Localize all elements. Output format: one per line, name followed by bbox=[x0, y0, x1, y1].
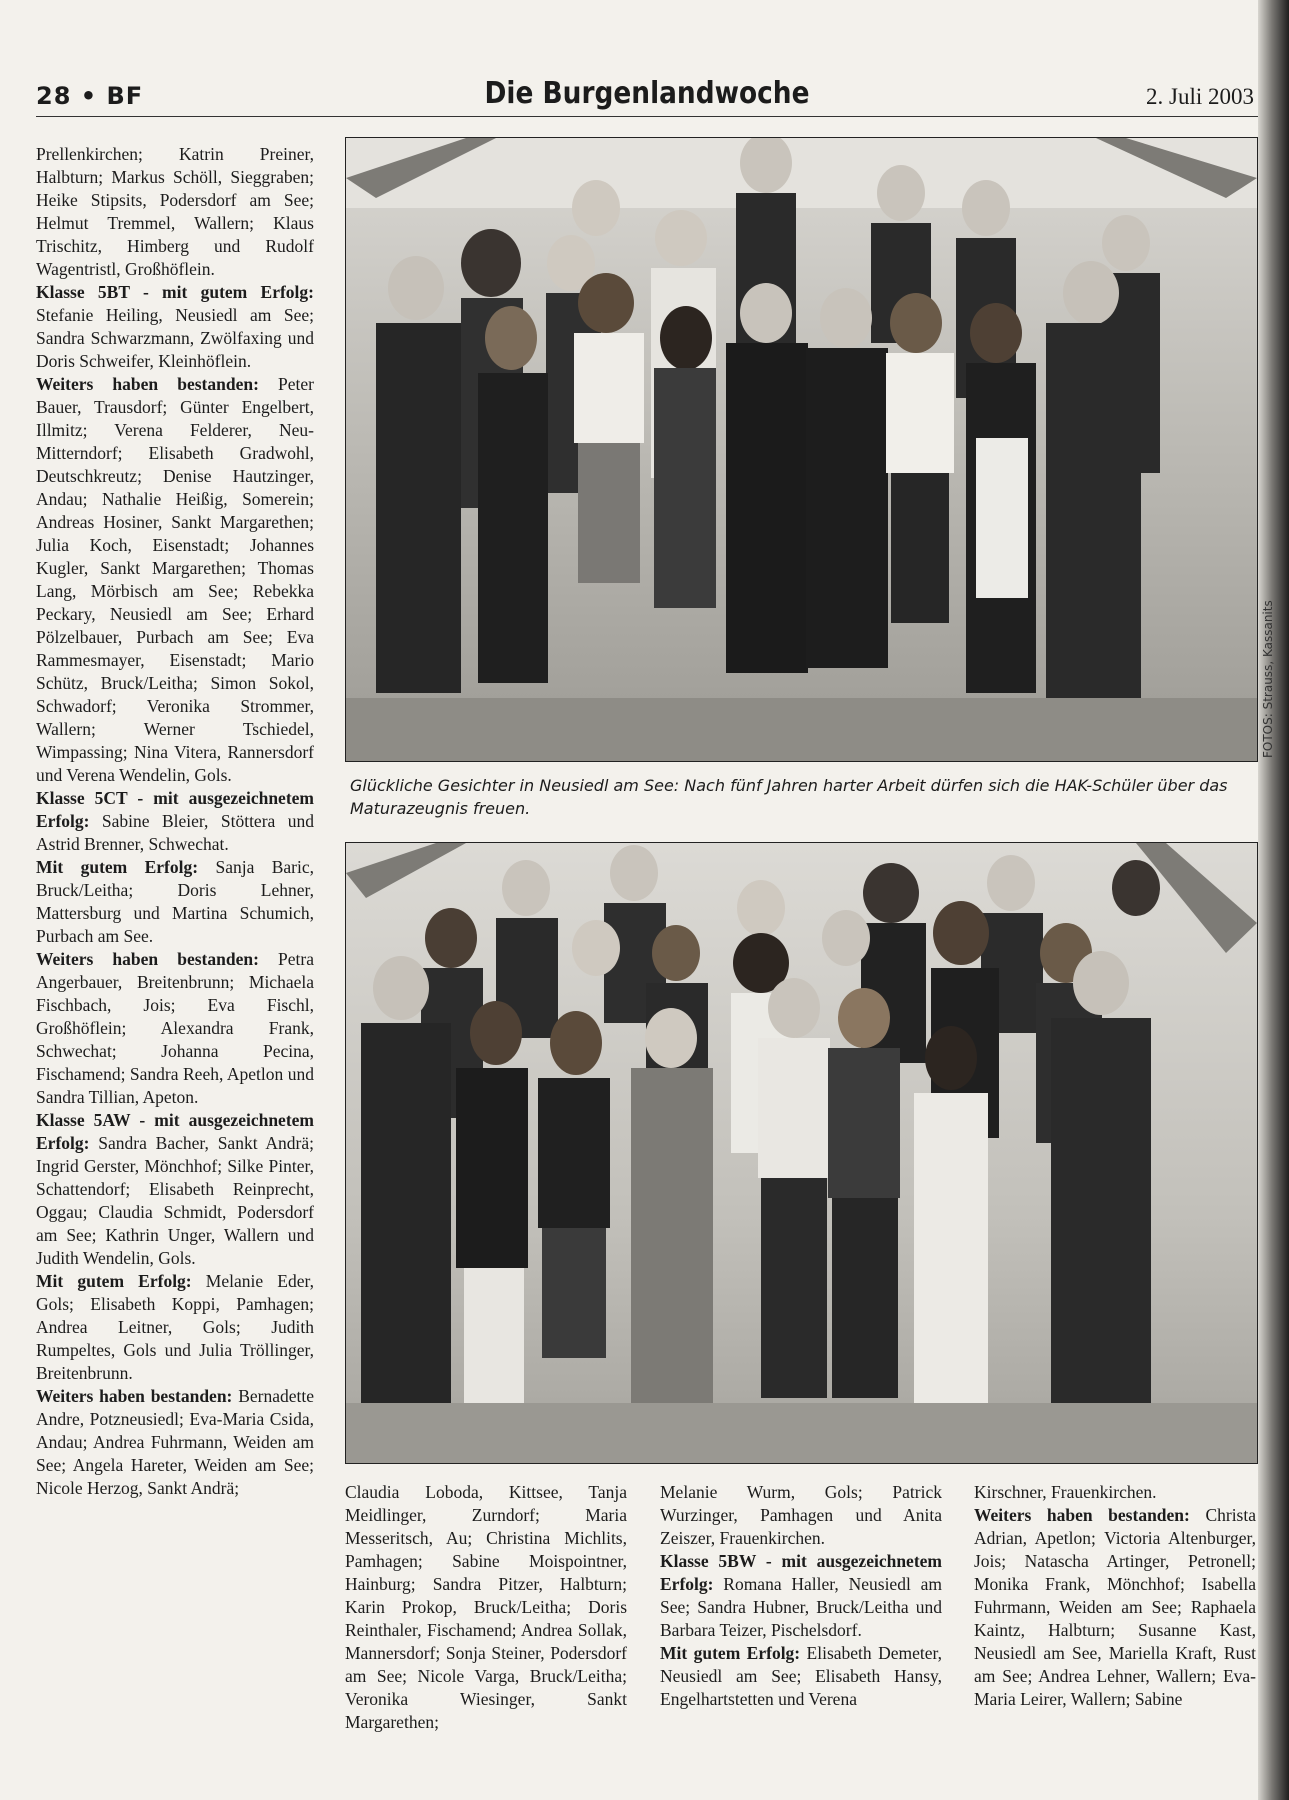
name-list: Melanie Eder, Gols; Elisabeth Koppi, Pamhagen; Andrea Leitner, Gols; Judith Rumpeltes, Gols und Julia Tröllinger, Breitenbrunn. bbox=[36, 1271, 314, 1383]
name-list: Stefanie Heiling, Neusiedl am See; Sandra Schwarzmann, Zwölfaxing und Doris Schweifer, Kleinhöflein. bbox=[36, 305, 314, 371]
class-heading: Klasse 5BT - mit gutem Erfolg: bbox=[36, 282, 314, 302]
group-photo-1 bbox=[345, 137, 1258, 762]
article-column-2 bbox=[345, 1481, 627, 1734]
name-list: Claudia Loboda, Kittsee, Tanja Meidlinger, Zurndorf; Maria Messeritsch, Au; Christina Michlits, Pamhagen; Sabine Moispointner, Hainburg; Sandra Pitzer, Halbturn; Karin Prokop, Bruck/Leitha; Doris Reinthaler, Fischamend; Andrea Sollak, Mannersdorf; Sonja Steiner, Podersdorf am See; Nicole Varga, Bruck/Leitha; Veronika Wiesinger, Sankt Margarethen; bbox=[345, 1482, 627, 1732]
name-list: Kirschner, Frauenkirchen. bbox=[974, 1482, 1157, 1502]
class-heading: Weiters haben bestanden: bbox=[36, 949, 259, 969]
article-paragraph bbox=[345, 1481, 627, 1734]
article-paragraph bbox=[36, 281, 314, 373]
name-list: Christa Adrian, Apetlon; Victoria Altenburger, Jois; Natascha Artinger, Petronell; Monika Frank, Mönchhof; Isabella Fuhrmann, Weiden am See; Raphaela Kaintz, Halbturn; Susanne Kast, Neusiedl am See, Mariella Kraft, Rust am See; Andrea Lehner, Wallern; Eva-Maria Leirer, Wallern; Sabine bbox=[974, 1505, 1256, 1709]
article-column-1 bbox=[36, 143, 314, 1500]
name-list: Sabine Bleier, Stöttera und Astrid Brenner, Schwechat. bbox=[36, 811, 314, 854]
article-paragraph bbox=[36, 1270, 314, 1385]
article-paragraph bbox=[974, 1504, 1256, 1711]
name-list: Romana Haller, Neusiedl am See; Sandra Hubner, Bruck/Leitha und Barbara Teizer, Pischelsdorf. bbox=[660, 1574, 942, 1640]
class-heading: Weiters haben bestanden: bbox=[36, 1386, 233, 1406]
name-list: Peter Bauer, Trausdorf; Günter Engelbert, Illmitz; Verena Felderer, Neu-Mitterndorf; Elisabeth Gradwohl, Deutschkreutz; Denise Hautzinger, Andau; Nathalie Heißig, Somerein; Andreas Hosiner, Sankt Margarethen; Julia Koch, Eisenstadt; Johannes Kugler, Sankt Margarethen; Thomas Lang, Mörbisch am See; Rebekka Peckary, Neusiedl am See; Erhard Pölzelbauer, Purbach am See; Eva Rammesmayer, Eisenstadt; Mario Schütz, Bruck/Leitha; Simon Sokol, Schwadorf; Veronika Strommer, Wallern; Werner Tschiedel, Wimpassing; Nina Vitera, Rannersdorf und Verena Wendelin, Gols. bbox=[36, 374, 314, 785]
photo-caption: Glückliche Gesichter in Neusiedl am See: Nach fünf Jahren harter Arbeit dürfen sich die HAK-Schüler über das Maturazeugnis freuen. bbox=[350, 776, 1228, 818]
page-number: 28 • BF bbox=[36, 82, 144, 110]
page-edge-shadow bbox=[1258, 0, 1289, 1800]
name-list: Bernadette Andre, Potzneusiedl; Eva-Maria Csida, Andau; Andrea Fuhrmann, Weiden am See; Angela Hareter, Weiden am See; Nicole Herzog, Sankt Andrä; bbox=[36, 1386, 315, 1498]
group-photo-1-image bbox=[346, 138, 1257, 761]
article-paragraph bbox=[36, 948, 314, 1109]
name-list: Prellenkirchen; Katrin Preiner, Halbturn; Markus Schöll, Sieggraben; Heike Stipsits, Podersdorf am See; Helmut Tremmel, Wallern; Klaus Trischitz, Himberg und Rudolf Wagentristl, Großhöflein. bbox=[36, 144, 314, 279]
article-column-4 bbox=[974, 1481, 1256, 1711]
class-heading: Klasse 5BW - mit ausgezeichnetem Erfolg: bbox=[660, 1551, 942, 1594]
article-paragraph bbox=[660, 1642, 942, 1711]
article-paragraph bbox=[36, 1385, 314, 1500]
article-paragraph bbox=[36, 787, 314, 856]
name-list: Elisabeth Demeter, Neusiedl am See; Elisabeth Hansy, Engelhartstetten und Verena bbox=[660, 1643, 942, 1709]
article-paragraph bbox=[660, 1481, 942, 1550]
class-heading: Mit gutem Erfolg: bbox=[36, 857, 199, 877]
page-header bbox=[36, 74, 1258, 117]
name-list: Sandra Bacher, Sankt Andrä; Ingrid Gerster, Mönchhof; Silke Pinter, Schattendorf; Elisabeth Reinprecht, Oggau; Claudia Schmidt, Podersdorf am See; Kathrin Unger, Wallern und Judith Wendelin, Gols. bbox=[36, 1133, 314, 1268]
name-list: Petra Angerbauer, Breitenbrunn; Michaela Fischbach, Jois; Eva Fischl, Großhöflein; Alexandra Frank, Schwechat; Johanna Pecina, Fischamend; Sandra Reeh, Apetlon und Sandra Tillian, Apeton. bbox=[36, 949, 314, 1107]
group-photo-2 bbox=[345, 842, 1258, 1464]
class-heading: Mit gutem Erfolg: bbox=[36, 1271, 192, 1291]
article-paragraph bbox=[974, 1481, 1256, 1504]
photo-credit: FOTOS: Strauss, Kassanits bbox=[1261, 600, 1275, 758]
article-paragraph bbox=[36, 1109, 314, 1270]
issue-date: 2. Juli 2003 bbox=[1146, 84, 1254, 109]
class-heading: Weiters haben bestanden: bbox=[36, 374, 259, 394]
newspaper-title: Die Burgenlandwoche bbox=[484, 76, 810, 111]
class-heading: Klasse 5CT - mit ausgezeichnetem Erfolg: bbox=[36, 788, 314, 831]
name-list: Melanie Wurm, Gols; Patrick Wurzinger, Pamhagen und Anita Zeiszer, Frauenkirchen. bbox=[660, 1482, 942, 1548]
group-photo-2-image bbox=[346, 843, 1257, 1463]
article-paragraph bbox=[36, 143, 314, 281]
article-paragraph bbox=[36, 856, 314, 948]
article-paragraph bbox=[36, 373, 314, 787]
class-heading: Mit gutem Erfolg: bbox=[660, 1643, 801, 1663]
article-paragraph bbox=[660, 1550, 942, 1642]
name-list: Sanja Baric, Bruck/Leitha; Doris Lehner, Mattersburg und Martina Schumich, Purbach am See. bbox=[36, 857, 314, 946]
article-column-3 bbox=[660, 1481, 942, 1711]
class-heading: Klasse 5AW - mit ausgezeichnetem Erfolg: bbox=[36, 1110, 314, 1153]
class-heading: Weiters haben bestanden: bbox=[974, 1505, 1190, 1525]
